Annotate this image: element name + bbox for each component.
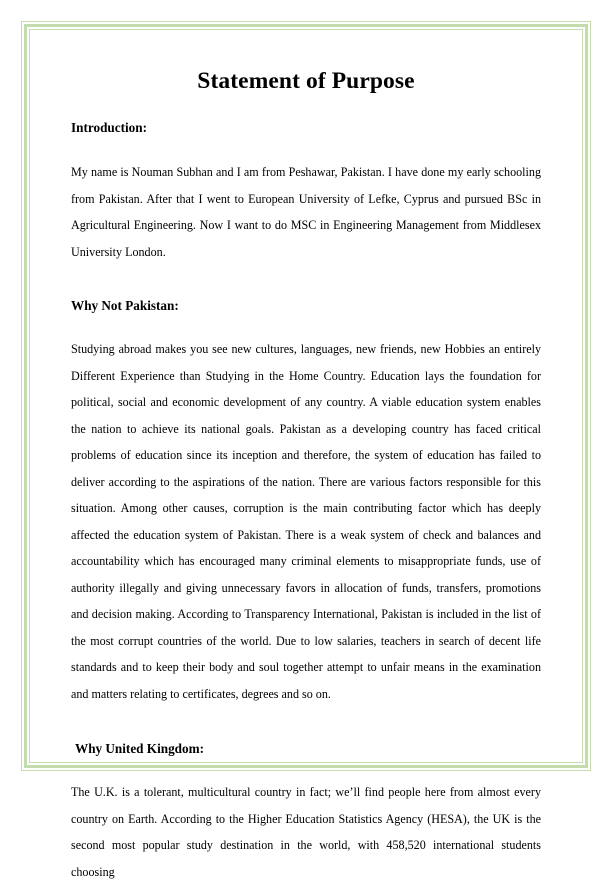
section-paragraph-why-united-kingdom: The U.K. is a tolerant, multicultural country in fact; we’ll find people here from almost every country on Earth. According to the Higher Education Statistics Agency (HESA), the UK is the second most popular study destination in the world, with 458,520 international students choosing [71,785,541,879]
section-heading-why-not-pakistan: Why Not Pakistan: [71,298,179,313]
section-paragraph-introduction: My name is Nouman Subhan and I am from Peshawar, Pakistan. I have done my early schooling from Pakistan. After that I went to European University of Lefke, Cyprus and pursued BSc in Agricultural Engineering. Now I want to do MSC in Engineering Management from Middlesex University London. [71,165,541,259]
section-heading-why-united-kingdom: Why United Kingdom: [75,741,204,756]
page-title: Statement of Purpose [197,68,415,94]
section-heading-introduction: Introduction: [71,120,147,135]
section-paragraph-why-not-pakistan: Studying abroad makes you see new cultures, languages, new friends, new Hobbies an entirely Different Experience than Studying in the Home Country. Education lays the foundation for political, social and economic development of any country. A viable education system enables the nation to achieve its national goals. Pakistan as a developing country has faced critical problems of education since its inception and therefore, the system of education has failed to deliver according to the aspirations of the nation. There are various factors responsible for this situation. Among other causes, corruption is the main contributing factor which has deeply affected the education system of Pakistan. There is a weak system of check and balances and accountability which has encouraged many criminal elements to misappropriate funds, use of authority illegally and giving unnecessary favors in allocation of funds, transfers, promotions and decision making. According to Transparency International, Pakistan is included in the list of the most corrupt countries of the world. Due to low salaries, teachers in search of decent life standards and to keep their body and soul together attempt to unfair means in the examination and matters relating to certificates, degrees and so on. [71,342,541,701]
document-content [71,36,541,879]
